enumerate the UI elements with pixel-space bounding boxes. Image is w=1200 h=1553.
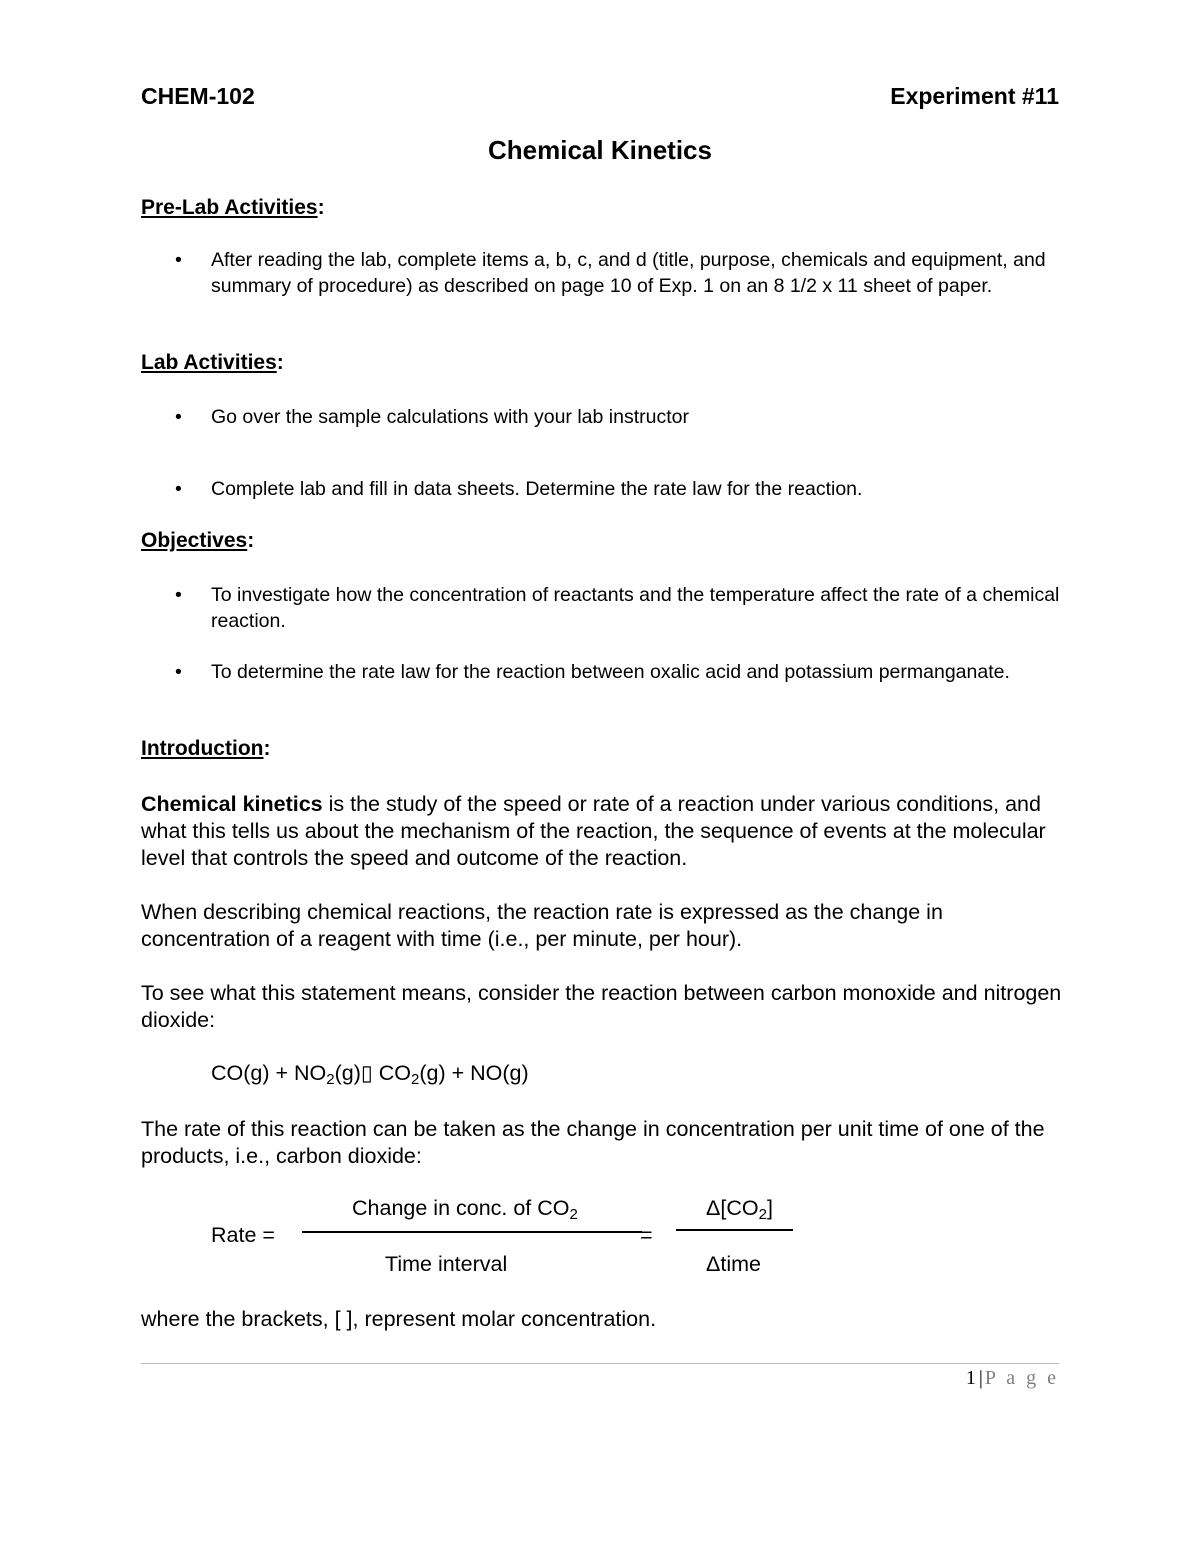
lab-heading: Lab Activities:	[141, 351, 284, 374]
bullet-icon: •	[175, 478, 182, 500]
document-page: CHEM-102 Experiment #11 Chemical Kinetics Pre-Lab Activities: • After reading the lab, complete items a, b, c, and d (title, purpose, chemicals and equipment, and summary of procedure) as described on page 10 of Exp. 1 on an 8 1/2 x 11 sheet of paper. Lab Activities: • Go over the sample calculations with your lab instructor • Complete lab and fill in data sheets. Determine the rate law for the reaction. Objectives: • To investigate how the concentration of reactants and the temperature affect the rate of a chemical reaction. • To determine the rate law for the reaction between oxalic acid and potassium permanganate. Introduction: Chemical kinetics is the study of the speed or rate of a reaction under various conditions, and what this tells us about the mechanism of the reaction, the sequence of events at the molecular level that controls the speed and outcome of the reaction. When describing chemical reactions, the reaction rate is expressed as the change in concentration of a reagent with time (i.e., per minute, per hour). To see what this statement means, consider the reaction between carbon monoxide and nitrogen dioxide: $CO(g) + NO_2(g)▯$ $CO_2(g) + NO(g)$ The rate of this reaction can be taken as the change in concentration per unit time of one of the products, i.e., carbon dioxide: Rate = Change in conc. of $CO_2$ Time interval = $\Delta[CO_2]$ Δtime where the brackets, [ ], represent molar concentration. 1 | P a g e	[0, 0, 1200, 1553]
intro-paragraph-4: The rate of this reaction can be taken as the change in concentration per unit time of one of the products, i.e., carbon dioxide:	[141, 1117, 1045, 1168]
fraction-numerator-1: Change in conc. of $CO_2$	[352, 1196, 578, 1223]
fraction-denominator-2: Δtime	[706, 1252, 761, 1276]
bullet-icon: •	[175, 406, 182, 428]
bullet-icon: •	[175, 249, 182, 271]
intro-paragraph-5: where the brackets, [ ], represent molar concentration.	[141, 1307, 657, 1331]
document-title: Chemical Kinetics	[488, 135, 712, 165]
arrow-icon: ▯	[360, 1061, 373, 1085]
intro-paragraph-2: When describing chemical reactions, the reaction rate is expressed as the change in concentration of a reagent with time (i.e., per minute, per hour).	[141, 900, 943, 951]
fraction-bar-1	[302, 1231, 642, 1233]
term-chemical-kinetics: Chemical kinetics	[141, 792, 323, 816]
page-label: P a g e	[984, 1367, 1059, 1389]
page-number: 1	[965, 1367, 976, 1389]
page-footer: 1 | P a g e	[965, 1367, 1059, 1389]
experiment-number: Experiment #11	[890, 83, 1059, 109]
fraction-denominator-1: Time interval	[385, 1252, 508, 1276]
reaction-equation: $CO(g) + NO_2(g)▯$ $CO_2(g) + NO(g)$	[211, 1061, 529, 1088]
objectives-heading: Objectives:	[141, 529, 255, 552]
bullet-icon: •	[175, 661, 182, 683]
intro-paragraph-3: To see what this statement means, consider the reaction between carbon monoxide and nitrogen dioxide:	[141, 981, 1062, 1032]
footer-divider	[141, 1363, 1059, 1364]
course-code: CHEM-102	[141, 83, 255, 109]
equals-sign: =	[640, 1223, 653, 1247]
fraction-numerator-2: $\Delta[CO_2]$	[706, 1196, 773, 1223]
intro-paragraph-1: Chemical kinetics is the study of the speed or rate of a reaction under various conditions, and what this tells us about the mechanism of the reaction, the sequence of events at the molecular level that controls the speed and outcome of the reaction.	[141, 792, 1046, 870]
rate-label: Rate =	[211, 1223, 275, 1247]
bullet-icon: •	[175, 584, 182, 606]
fraction-bar-2	[676, 1229, 793, 1231]
introduction-heading: Introduction:	[141, 737, 271, 760]
prelab-heading: Pre-Lab Activities:	[141, 196, 325, 219]
